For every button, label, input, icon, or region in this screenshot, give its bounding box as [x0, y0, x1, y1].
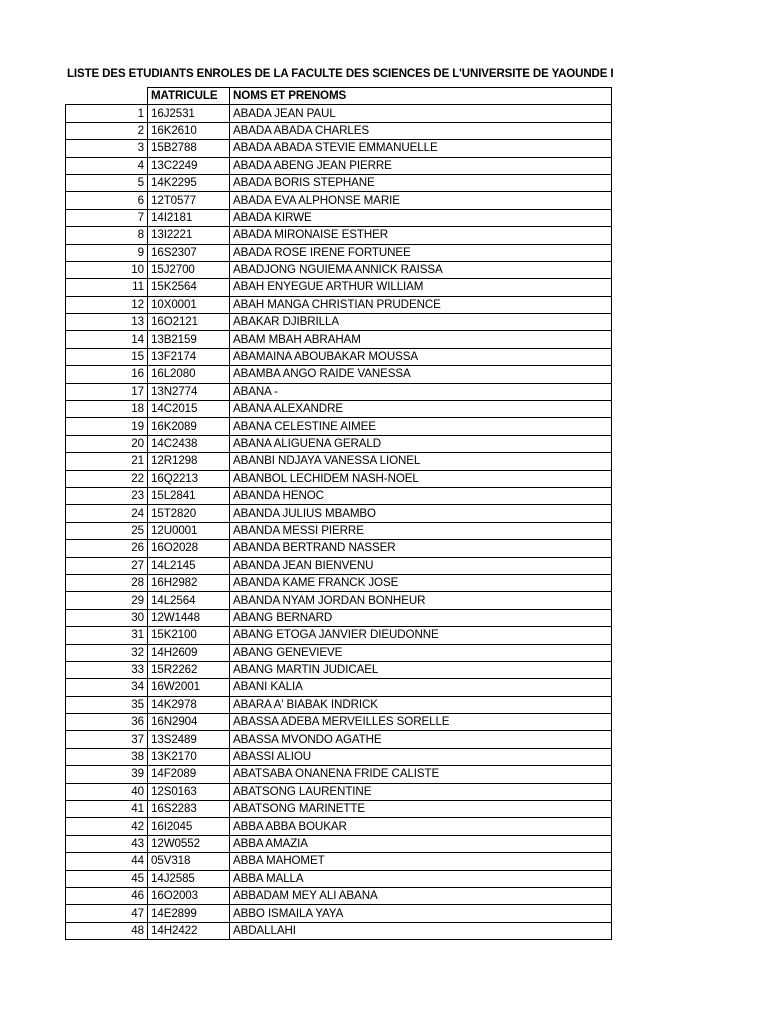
row-matricule: 12W1448 [148, 609, 230, 626]
table-row [66, 818, 612, 835]
row-matricule: 16S2283 [148, 801, 230, 818]
row-number: 13 [66, 314, 148, 331]
row-number: 6 [66, 192, 148, 209]
table-row [66, 627, 612, 644]
row-number: 46 [66, 887, 148, 904]
row-number: 37 [66, 731, 148, 748]
row-matricule: 16O2003 [148, 887, 230, 904]
table-row [66, 731, 612, 748]
table-header-row [66, 88, 612, 105]
row-matricule: 12W0552 [148, 835, 230, 852]
row-name: ABATSONG MARINETTE [230, 801, 612, 818]
row-name: ABANA - [230, 383, 612, 400]
row-name: ABAMBA ANGO RAIDE VANESSA [230, 366, 612, 383]
row-matricule: 14I2181 [148, 209, 230, 226]
row-number: 48 [66, 922, 148, 939]
students-table-body [66, 105, 612, 940]
table-row [66, 505, 612, 522]
row-number: 22 [66, 470, 148, 487]
table-row [66, 157, 612, 174]
row-matricule: 14K2978 [148, 696, 230, 713]
row-matricule: 12R1298 [148, 453, 230, 470]
row-name: ABBADAM MEY ALI ABANA [230, 887, 612, 904]
row-matricule: 15J2700 [148, 261, 230, 278]
row-matricule: 13F2174 [148, 348, 230, 365]
row-matricule: 10X0001 [148, 296, 230, 313]
row-number: 10 [66, 261, 148, 278]
table-row [66, 783, 612, 800]
row-name: ABANDA KAME FRANCK JOSE [230, 574, 612, 591]
table-row [66, 366, 612, 383]
table-row [66, 644, 612, 661]
row-matricule: 16S2307 [148, 244, 230, 261]
row-matricule: 05V318 [148, 853, 230, 870]
row-number: 28 [66, 574, 148, 591]
row-name: ABANBI NDJAYA VANESSA LIONEL [230, 453, 612, 470]
row-name: ABADA ABADA CHARLES [230, 122, 612, 139]
table-row [66, 227, 612, 244]
table-row [66, 574, 612, 591]
row-matricule: 14H2609 [148, 644, 230, 661]
table-row [66, 174, 612, 191]
table-row [66, 801, 612, 818]
table-row [66, 870, 612, 887]
table-row [66, 435, 612, 452]
table-row [66, 296, 612, 313]
table-row [66, 835, 612, 852]
row-matricule: 16O2121 [148, 314, 230, 331]
row-number: 36 [66, 714, 148, 731]
table-row [66, 714, 612, 731]
table-row [66, 557, 612, 574]
row-name: ABBA MALLA [230, 870, 612, 887]
row-matricule: 16H2982 [148, 574, 230, 591]
row-name: ABANG ETOGA JANVIER DIEUDONNE [230, 627, 612, 644]
row-number: 42 [66, 818, 148, 835]
row-matricule: 13S2489 [148, 731, 230, 748]
table-row [66, 453, 612, 470]
row-matricule: 13K2170 [148, 748, 230, 765]
row-name: ABANA ALIGUENA GERALD [230, 435, 612, 452]
table-row [66, 905, 612, 922]
row-name: ABANDA JEAN BIENVENU [230, 557, 612, 574]
table-row [66, 748, 612, 765]
row-name: ABANBOL LECHIDEM NASH-NOEL [230, 470, 612, 487]
table-row [66, 696, 612, 713]
row-number: 21 [66, 453, 148, 470]
table-row [66, 244, 612, 261]
table-row [66, 401, 612, 418]
row-name: ABADA BORIS STEPHANE [230, 174, 612, 191]
row-number: 45 [66, 870, 148, 887]
row-matricule: 15L2841 [148, 487, 230, 504]
row-matricule: 15B2788 [148, 140, 230, 157]
table-row [66, 487, 612, 504]
row-number: 33 [66, 661, 148, 678]
header-noms-prenoms: NOMS ET PRENOMS [230, 88, 612, 105]
row-number: 23 [66, 487, 148, 504]
row-matricule: 13C2249 [148, 157, 230, 174]
row-matricule: 16L2080 [148, 366, 230, 383]
table-row [66, 922, 612, 939]
row-matricule: 14K2295 [148, 174, 230, 191]
row-matricule: 15R2262 [148, 661, 230, 678]
row-number: 11 [66, 279, 148, 296]
row-matricule: 13N2774 [148, 383, 230, 400]
row-matricule: 14L2145 [148, 557, 230, 574]
table-row [66, 661, 612, 678]
row-name: ABBA MAHOMET [230, 853, 612, 870]
row-name: ABANDA JULIUS MBAMBO [230, 505, 612, 522]
row-name: ABANI KALIA [230, 679, 612, 696]
table-row [66, 383, 612, 400]
row-number: 43 [66, 835, 148, 852]
row-matricule: 16N2904 [148, 714, 230, 731]
row-matricule: 16I2045 [148, 818, 230, 835]
row-number: 16 [66, 366, 148, 383]
row-number: 12 [66, 296, 148, 313]
row-number: 20 [66, 435, 148, 452]
table-row [66, 470, 612, 487]
row-number: 38 [66, 748, 148, 765]
row-name: ABANDA NYAM JORDAN BONHEUR [230, 592, 612, 609]
row-matricule: 14F2089 [148, 766, 230, 783]
row-name: ABATSONG LAURENTINE [230, 783, 612, 800]
row-name: ABAM MBAH ABRAHAM [230, 331, 612, 348]
row-name: ABANG BERNARD [230, 609, 612, 626]
row-number: 8 [66, 227, 148, 244]
row-name: ABADA ABADA STEVIE EMMANUELLE [230, 140, 612, 157]
row-matricule: 14C2438 [148, 435, 230, 452]
row-number: 35 [66, 696, 148, 713]
row-matricule: 14H2422 [148, 922, 230, 939]
row-number: 30 [66, 609, 148, 626]
table-row [66, 331, 612, 348]
table-row [66, 418, 612, 435]
row-number: 14 [66, 331, 148, 348]
table-row [66, 261, 612, 278]
row-name: ABASSA MVONDO AGATHE [230, 731, 612, 748]
row-number: 1 [66, 105, 148, 122]
row-matricule: 16J2531 [148, 105, 230, 122]
table-row [66, 314, 612, 331]
row-number: 44 [66, 853, 148, 870]
row-name: ABBA ABBA BOUKAR [230, 818, 612, 835]
row-name: ABDALLAHI [230, 922, 612, 939]
row-name: ABASSA ADEBA MERVEILLES SORELLE [230, 714, 612, 731]
row-matricule: 14J2585 [148, 870, 230, 887]
table-row [66, 348, 612, 365]
row-name: ABBA AMAZIA [230, 835, 612, 852]
row-name: ABADA MIRONAISE ESTHER [230, 227, 612, 244]
row-name: ABADA JEAN PAUL [230, 105, 612, 122]
row-number: 39 [66, 766, 148, 783]
row-matricule: 15T2820 [148, 505, 230, 522]
header-matricule: MATRICULE [148, 88, 230, 105]
row-name: ABANDA MESSI PIERRE [230, 522, 612, 539]
row-name: ABADJONG NGUIEMA ANNICK RAISSA [230, 261, 612, 278]
table-row [66, 122, 612, 139]
row-name: ABANDA HENOC [230, 487, 612, 504]
row-matricule: 12S0163 [148, 783, 230, 800]
table-row [66, 105, 612, 122]
row-name: ABADA ABENG JEAN PIERRE [230, 157, 612, 174]
row-number: 7 [66, 209, 148, 226]
row-number: 24 [66, 505, 148, 522]
row-name: ABAH MANGA CHRISTIAN PRUDENCE [230, 296, 612, 313]
table-row [66, 209, 612, 226]
row-number: 25 [66, 522, 148, 539]
row-matricule: 13B2159 [148, 331, 230, 348]
row-matricule: 14L2564 [148, 592, 230, 609]
table-row [66, 279, 612, 296]
table-row [66, 679, 612, 696]
row-name: ABARA A' BIABAK INDRICK [230, 696, 612, 713]
row-matricule: 16Q2213 [148, 470, 230, 487]
row-name: ABANA CELESTINE AIMEE [230, 418, 612, 435]
table-row [66, 540, 612, 557]
table-row [66, 853, 612, 870]
row-number: 41 [66, 801, 148, 818]
row-matricule: 16K2089 [148, 418, 230, 435]
row-number: 5 [66, 174, 148, 191]
row-number: 34 [66, 679, 148, 696]
row-name: ABAMAINA ABOUBAKAR MOUSSA [230, 348, 612, 365]
row-number: 29 [66, 592, 148, 609]
row-name: ABANDA BERTRAND NASSER [230, 540, 612, 557]
row-number: 9 [66, 244, 148, 261]
header-row-number [66, 88, 148, 105]
row-matricule: 12U0001 [148, 522, 230, 539]
row-matricule: 14C2015 [148, 401, 230, 418]
row-name: ABANG GENEVIEVE [230, 644, 612, 661]
table-row [66, 522, 612, 539]
row-number: 27 [66, 557, 148, 574]
row-number: 17 [66, 383, 148, 400]
row-number: 32 [66, 644, 148, 661]
row-number: 18 [66, 401, 148, 418]
row-name: ABADA KIRWE [230, 209, 612, 226]
row-number: 19 [66, 418, 148, 435]
row-matricule: 15K2100 [148, 627, 230, 644]
row-name: ABANA ALEXANDRE [230, 401, 612, 418]
row-number: 31 [66, 627, 148, 644]
row-name: ABADA ROSE IRENE FORTUNEE [230, 244, 612, 261]
row-name: ABAKAR DJIBRILLA [230, 314, 612, 331]
table-row [66, 766, 612, 783]
row-matricule: 16K2610 [148, 122, 230, 139]
row-name: ABASSI ALIOU [230, 748, 612, 765]
table-row [66, 609, 612, 626]
row-number: 40 [66, 783, 148, 800]
row-number: 47 [66, 905, 148, 922]
row-matricule: 15K2564 [148, 279, 230, 296]
row-name: ABADA EVA ALPHONSE MARIE [230, 192, 612, 209]
table-row [66, 192, 612, 209]
row-number: 26 [66, 540, 148, 557]
table-row [66, 592, 612, 609]
table-row [66, 887, 612, 904]
table-row [66, 140, 612, 157]
row-number: 15 [66, 348, 148, 365]
row-matricule: 12T0577 [148, 192, 230, 209]
row-number: 2 [66, 122, 148, 139]
students-table [65, 87, 612, 940]
row-matricule: 14E2899 [148, 905, 230, 922]
row-number: 3 [66, 140, 148, 157]
row-matricule: 16O2028 [148, 540, 230, 557]
row-matricule: 13I2221 [148, 227, 230, 244]
row-name: ABATSABA ONANENA FRIDE CALISTE [230, 766, 612, 783]
row-number: 4 [66, 157, 148, 174]
row-name: ABAH ENYEGUE ARTHUR WILLIAM [230, 279, 612, 296]
document-title: LISTE DES ETUDIANTS ENROLES DE LA FACULTE DES SCIENCES DE L'UNIVERSITE DE YAOUNDE I [67, 68, 614, 80]
row-matricule: 16W2001 [148, 679, 230, 696]
row-name: ABANG MARTIN JUDICAEL [230, 661, 612, 678]
row-name: ABBO ISMAILA YAYA [230, 905, 612, 922]
